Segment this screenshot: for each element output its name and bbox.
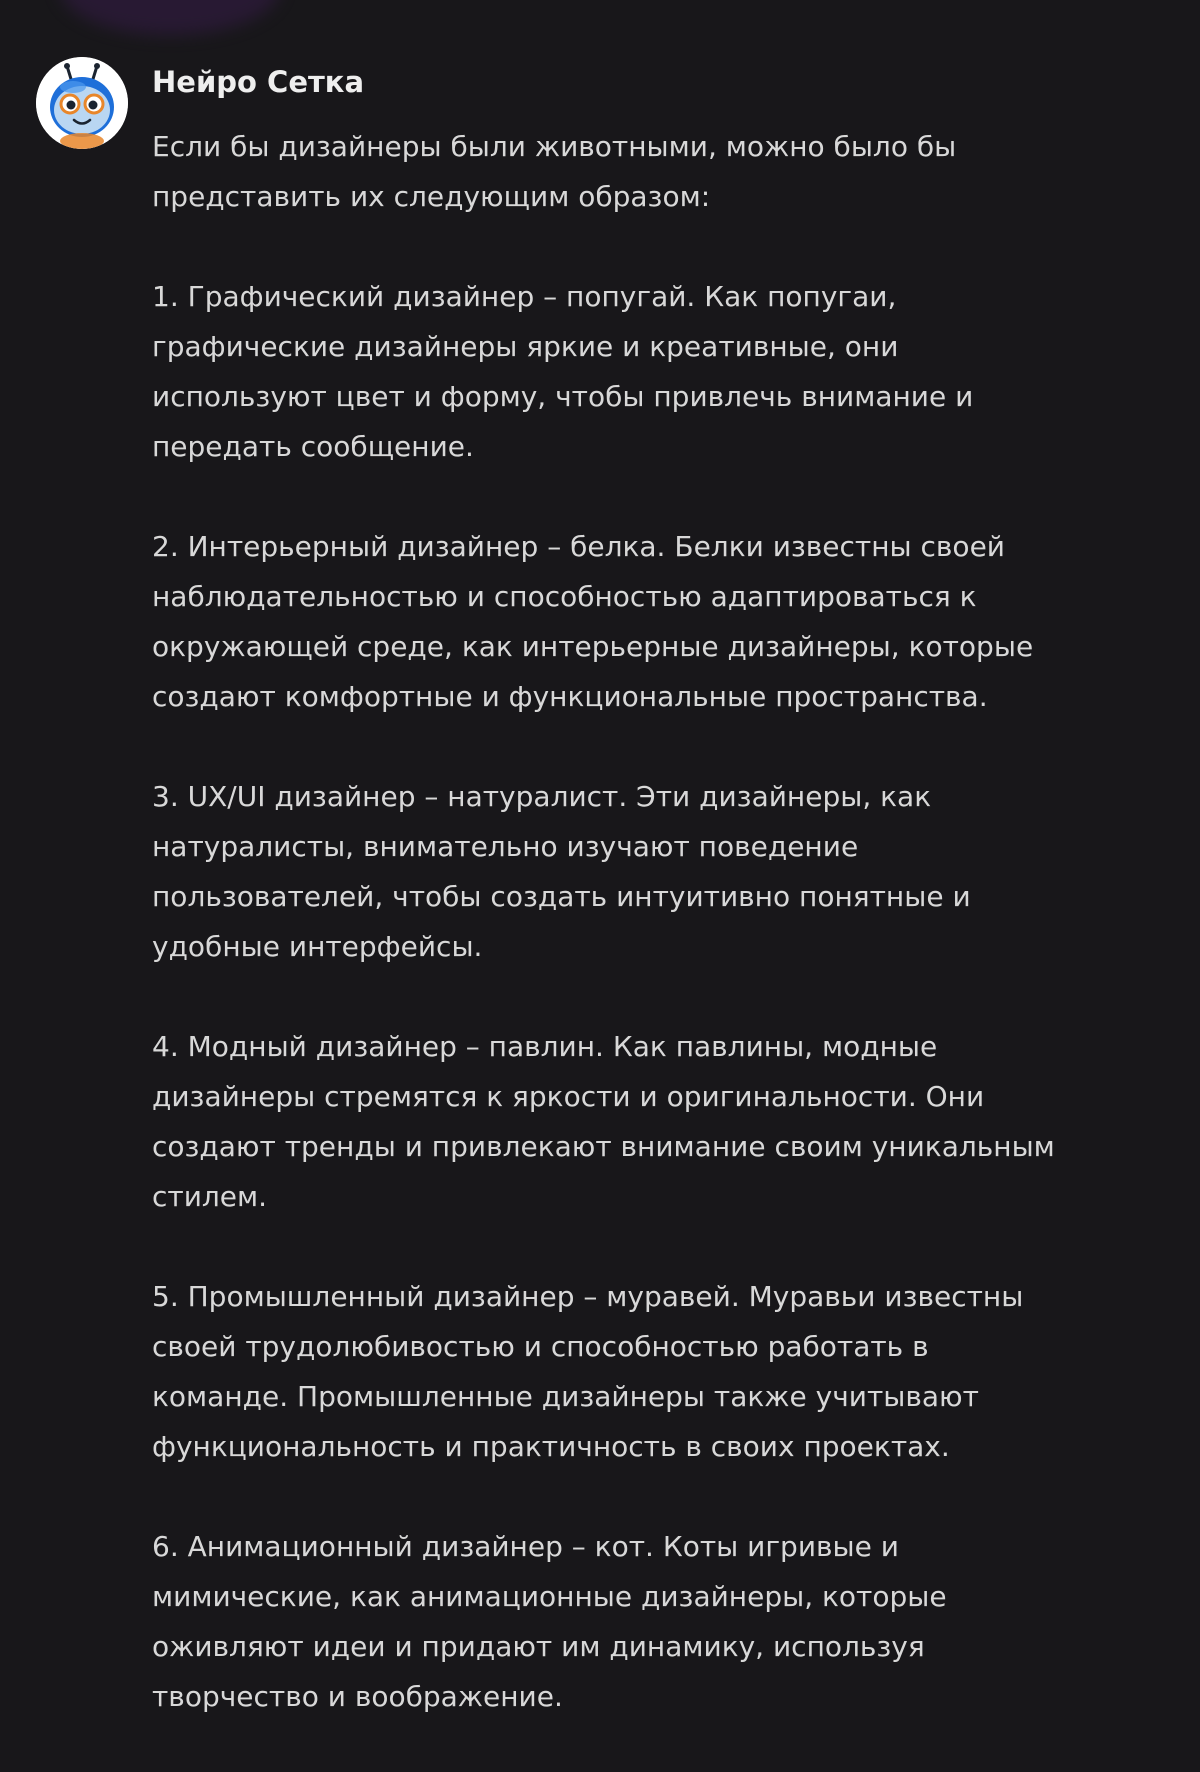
message-line: передать сообщение. [152,430,474,463]
message-paragraph [152,1272,1152,1472]
message-line: создают комфортные и функциональные пространства. [152,680,988,713]
message-line: стилем. [152,1180,268,1213]
message-line: Если бы дизайнеры были животными, можно было бы [152,130,957,163]
message-line: оживляют идеи и придают им динамику, используя [152,1630,925,1663]
background-glow [60,0,280,35]
message-text [152,122,1152,1722]
message-line: натуралисты, внимательно изучают поведение [152,830,859,863]
message-line: 2. Интерьерный дизайнер – белка. Белки известны своей [152,530,1005,563]
message-line: наблюдательностью и способностью адаптироваться к [152,580,977,613]
message-line: 4. Модный дизайнер – павлин. Как павлины, модные [152,1030,938,1063]
message-line: творчество и воображение. [152,1680,563,1713]
message-paragraph [152,1022,1152,1222]
message-line: 3. UX/UI дизайнер – натуралист. Эти дизайнеры, как [152,780,932,813]
message-paragraph [152,122,1152,222]
message-line: функциональность и практичность в своих проектах. [152,1430,950,1463]
message-paragraph [152,772,1152,972]
message-line: используют цвет и форму, чтобы привлечь внимание и [152,380,974,413]
message-line: создают тренды и привлекают внимание своим уникальным [152,1130,1055,1163]
message-line: 6. Анимационный дизайнер – кот. Коты игривые и [152,1530,899,1563]
message-line: 5. Промышленный дизайнер – муравей. Муравьи известны [152,1280,1024,1313]
message-line: мимические, как анимационные дизайнеры, которые [152,1580,947,1613]
message-paragraph [152,522,1152,722]
message-line: 1. Графический дизайнер – попугай. Как попугаи, [152,280,897,313]
message-line: удобные интерфейсы. [152,930,483,963]
message-line: пользователей, чтобы создать интуитивно понятные и [152,880,971,913]
message-line: команде. Промышленные дизайнеры также учитывают [152,1380,979,1413]
message-line: дизайнеры стремятся к яркости и оригинальности. Они [152,1080,985,1113]
message-line: окружающей среде, как интерьерные дизайнеры, которые [152,630,1034,663]
message-paragraph [152,1522,1152,1722]
message-paragraph [152,272,1152,472]
message-line: представить их следующим образом: [152,180,711,213]
message-line: графические дизайнеры яркие и креативные, они [152,330,899,363]
sender-name: Нейро Сетка [152,65,365,99]
robot-avatar-icon[interactable] [36,57,128,149]
message-line: своей трудолюбивостью и способностью работать в [152,1330,929,1363]
